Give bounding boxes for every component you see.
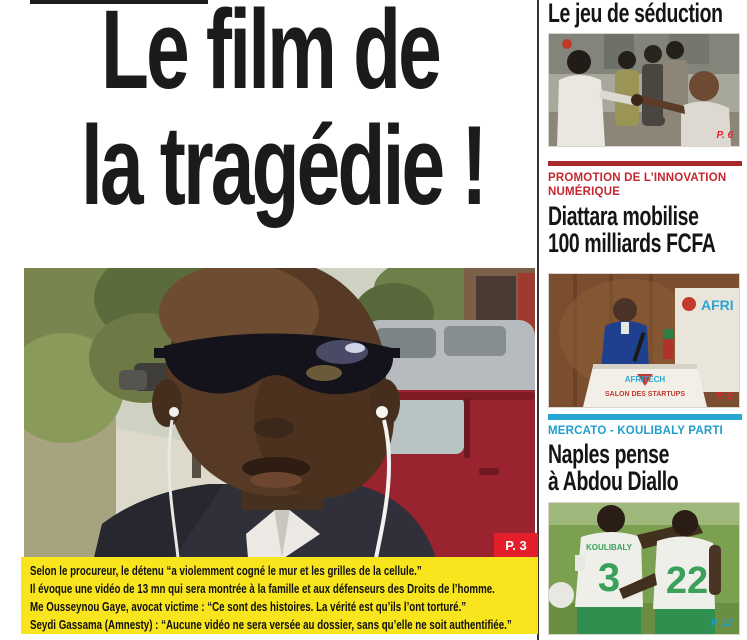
sidebar-story2-headline — [548, 203, 747, 257]
podium-speech-illustration — [549, 274, 739, 407]
caption-line: Me Ousseynou Gaye, avocat victime : “Ce sont des histoires. La vérité est qu’ils l’ont torturé.” — [30, 600, 467, 614]
main-headline-line2: la tragédie ! — [81, 103, 485, 228]
sidebar-story3-headline-line1: Naples pense — [548, 439, 670, 469]
teal-separator-bar — [548, 414, 742, 420]
podium-sub-text: SALON DES STARTUPS — [605, 391, 685, 398]
jersey-right-number: 22 — [665, 560, 709, 602]
sidebar-story2-kicker: PROMOTION DE L’INNOVATION NUMÉRIQUE — [548, 172, 727, 198]
main-headline-line1: Le film de — [101, 0, 439, 112]
sidebar-story2-headline-line1: Diattara mobilise — [548, 201, 699, 231]
main-story-photo — [24, 268, 535, 558]
red-separator-bar — [548, 161, 742, 166]
sidebar-story1-headline — [548, 0, 747, 27]
sidebar-story1-page-ref: P. 6 — [716, 130, 733, 141]
footballers-illustration — [549, 503, 739, 634]
sidebar-story3-kicker: MERCATO - KOULIBALY PARTI — [548, 425, 723, 437]
caption-line: Il évoque une vidéo de 13 mn qui sera montrée à la famille et aux défenseurs des Droits de l’homme. — [30, 582, 495, 596]
sidebar-story2-photo — [548, 273, 740, 408]
podium-brand-text: AFRITECH — [624, 375, 666, 384]
sidebar-story2-page-ref: P. 5 — [716, 391, 733, 402]
sidebar-story3-headline-line2: à Abdou Diallo — [548, 466, 679, 496]
jersey-left-name: KOULIBALY — [586, 543, 632, 552]
main-story-caption-box — [21, 557, 538, 634]
sidebar-story3-page-ref: P. 12 — [710, 618, 733, 629]
sidebar-story1-headline-line1: Le jeu de séduction — [548, 0, 723, 28]
jersey-left-number: 3 — [597, 556, 621, 600]
caption-line: Selon le procureur, le détenu “a violemment cogné le mur et les grilles de la cellule.” — [30, 564, 422, 578]
sidebar-story2-headline-line2: 100 milliards FCFA — [548, 228, 716, 258]
main-headline — [0, 0, 540, 228]
crowd-greeting-illustration — [549, 34, 739, 146]
sidebar-story3-photo — [548, 502, 740, 635]
caption-line: Seydi Gassama (Amnesty) : “Aucune vidéo ne sera versée au dossier, sans qu’elle ne soit authentifiée.” — [30, 618, 512, 632]
sidebar-story3-headline — [548, 441, 729, 495]
selfie-street-illustration — [24, 268, 535, 558]
sidebar-story1-photo — [548, 33, 740, 147]
backdrop-brand-text: AFRI — [701, 297, 734, 313]
main-story-page-badge: P. 3 — [494, 533, 538, 558]
